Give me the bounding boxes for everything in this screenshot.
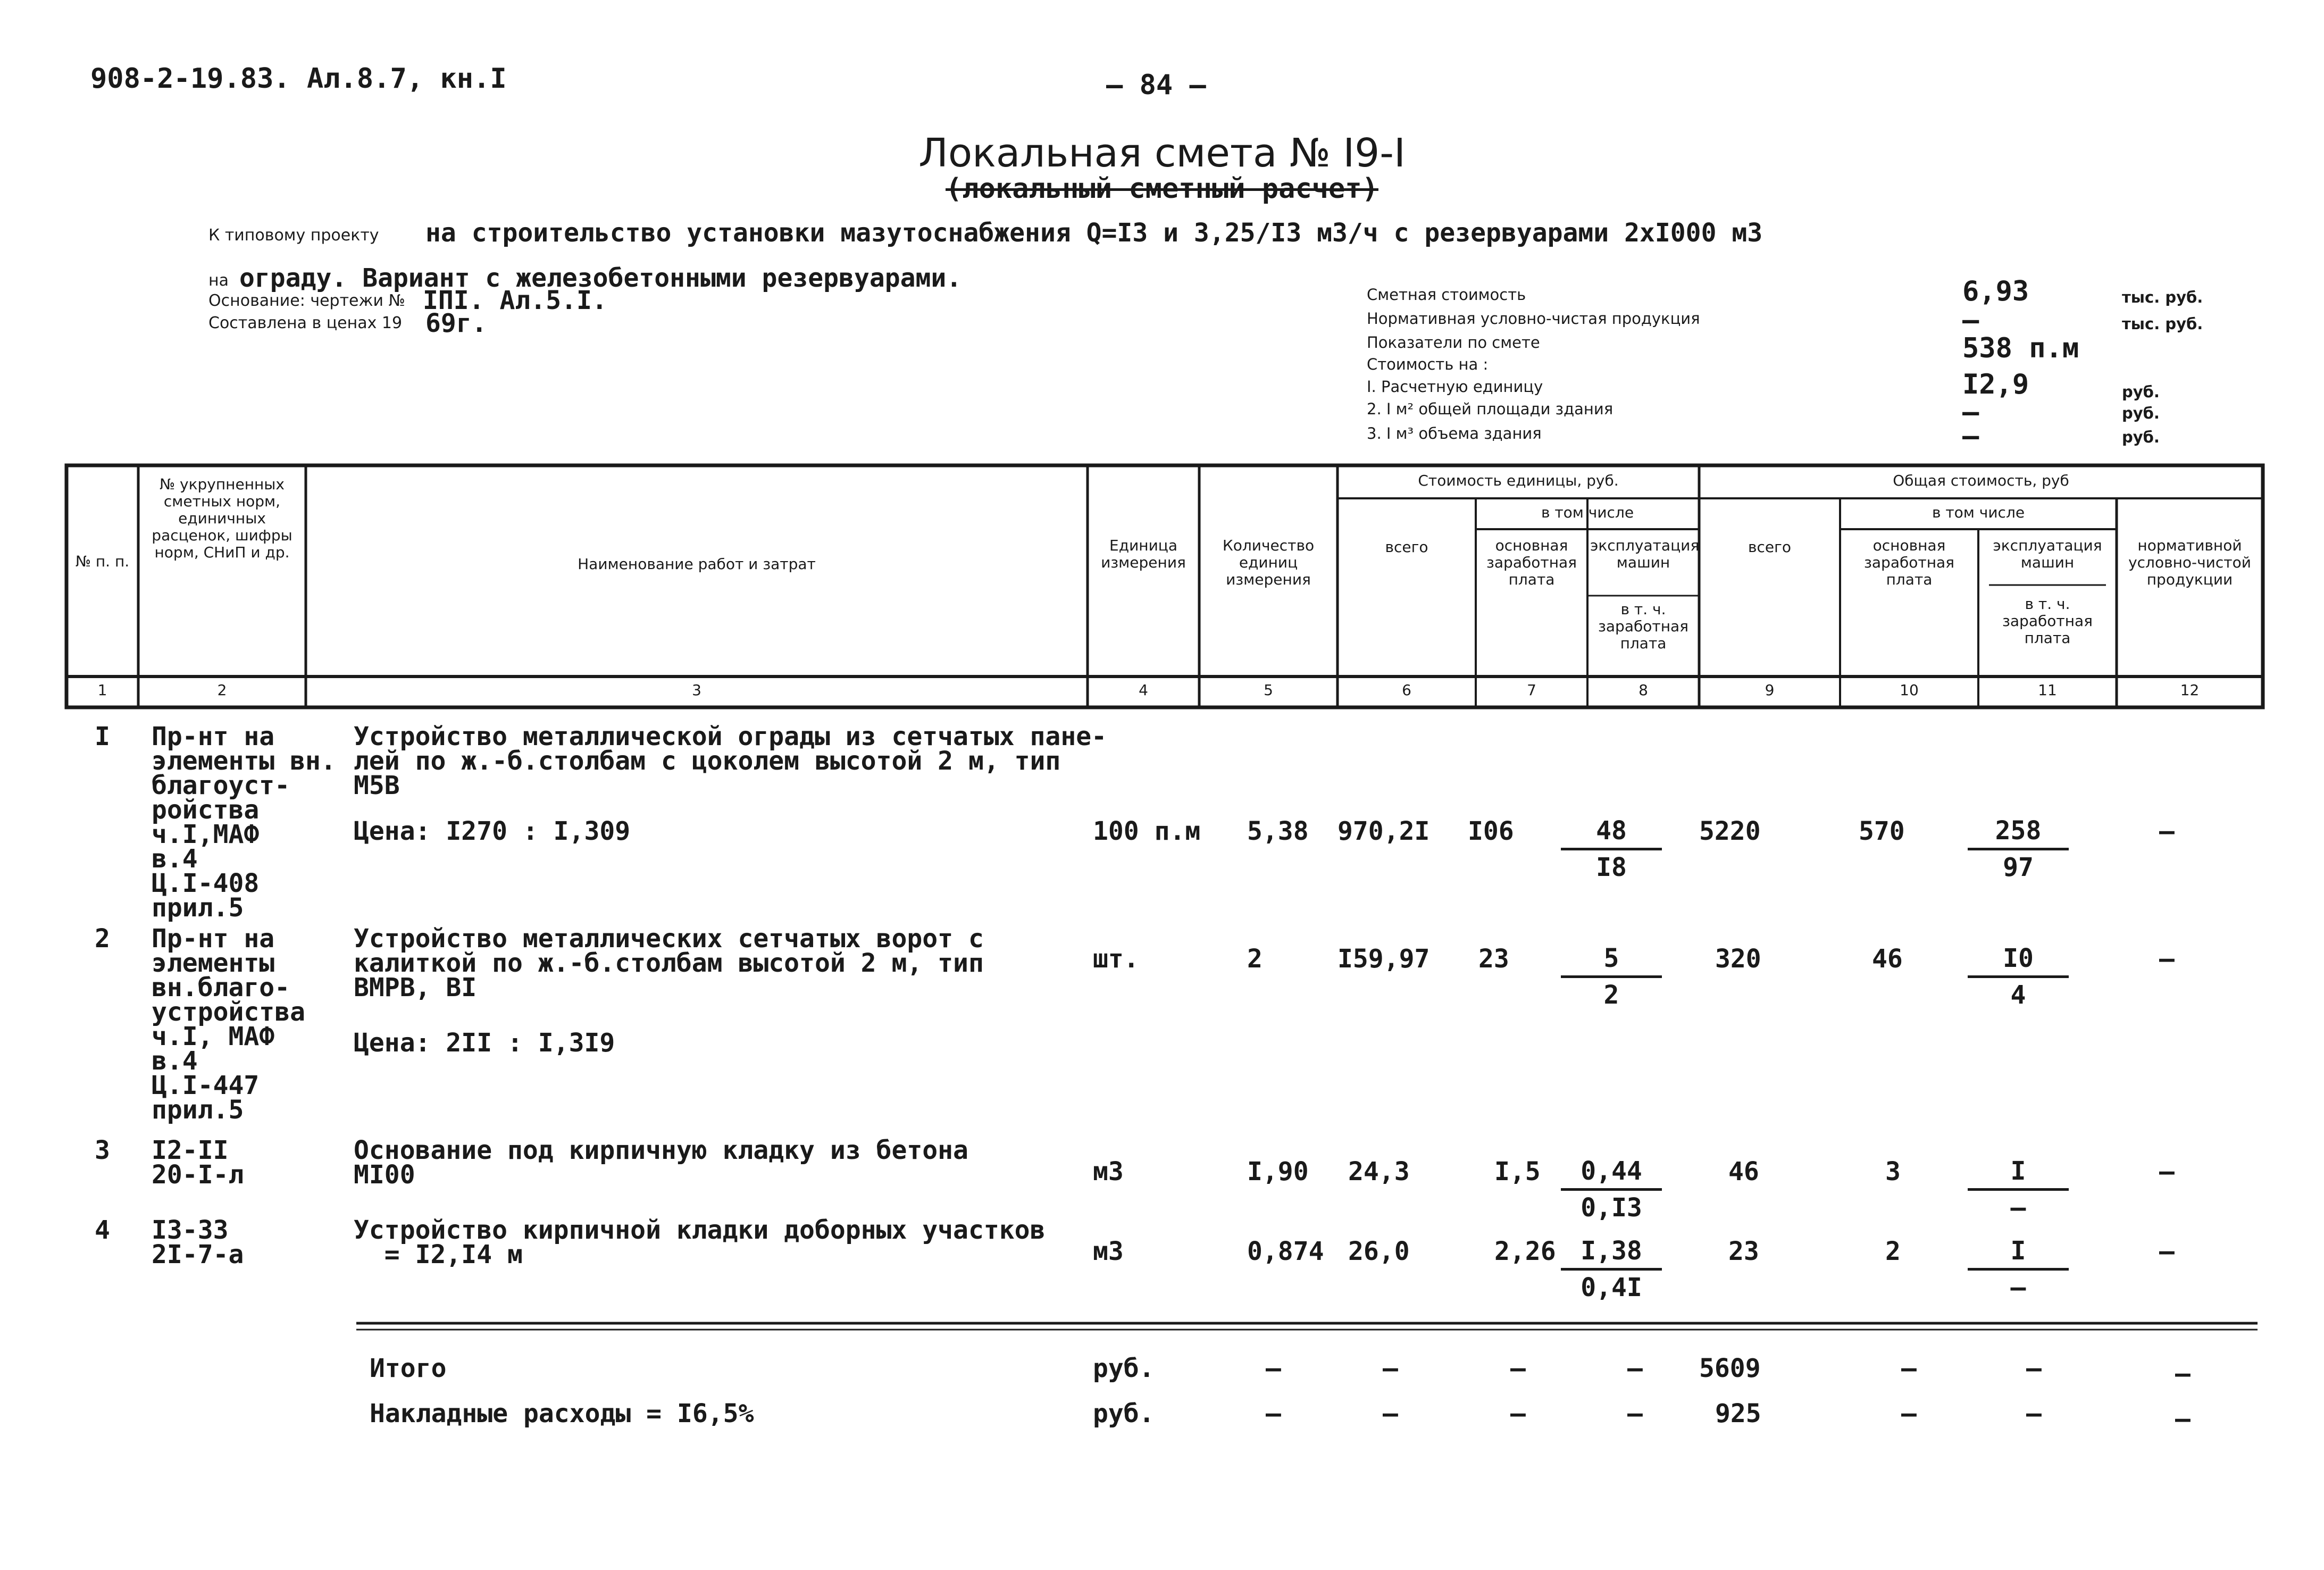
totals-qty: – bbox=[1266, 1354, 1281, 1383]
totals-normative: – bbox=[2175, 1359, 2191, 1389]
header-name: Наименование работ и затрат bbox=[578, 555, 816, 573]
row-name: Устройство металлической ограды из сетчатых пане- лей по ж.-б.столбам с цоколем высотой 2 м, тип М5В bbox=[354, 722, 1107, 800]
col-number: 4 bbox=[1139, 681, 1148, 699]
row-sum-wage: 570 bbox=[1859, 816, 1905, 846]
row-unit-machine bbox=[1561, 814, 1662, 884]
row-sum-machine bbox=[1968, 814, 2069, 884]
header-incl: в том числе bbox=[1541, 504, 1634, 521]
row-number: 2 bbox=[95, 924, 110, 954]
col-number: 7 bbox=[1527, 681, 1536, 699]
machine-value: I0 bbox=[1968, 941, 2069, 978]
totals-unit: руб. bbox=[1093, 1354, 1155, 1383]
row-sum-machine bbox=[1968, 941, 2069, 1012]
row-unit: 100 п.м bbox=[1093, 816, 1201, 846]
row-price: Цена: 2II : I,3I9 bbox=[354, 1028, 615, 1058]
summary-value: 6,93 bbox=[1962, 275, 2029, 307]
row-sum-wage: 46 bbox=[1872, 944, 1903, 974]
row-code: Пр-нт на элементы вн. благоуст- ройства ч.I,МАФ в.4 Ц.I-408 прил.5 bbox=[152, 722, 336, 923]
summary-value: – bbox=[1962, 304, 1979, 336]
row-qty: 2 bbox=[1247, 944, 1263, 974]
summary-unit: тыс. руб. bbox=[2122, 288, 2203, 306]
object-description: ограду. Вариант с железобетонными резервуарами. bbox=[239, 263, 962, 293]
prices-label: Составлена в ценах 19 bbox=[208, 314, 403, 332]
machine-wage-value: I8 bbox=[1596, 853, 1627, 882]
col-number: 12 bbox=[2180, 681, 2200, 699]
summary-unit: руб. bbox=[2122, 383, 2160, 401]
col-number: 8 bbox=[1638, 681, 1648, 699]
project-prefix: К типовому проекту bbox=[208, 226, 379, 245]
col-number: 2 bbox=[217, 681, 227, 699]
header-unit-machine: эксплуатация машин bbox=[1590, 537, 1700, 571]
machine-wage-value: 0,I3 bbox=[1581, 1193, 1642, 1223]
row-code: I3-33 2I-7-а bbox=[152, 1215, 244, 1270]
header-qty: Количество единиц измерения bbox=[1222, 537, 1315, 588]
page-title: Локальная смета № I9-I bbox=[918, 130, 1406, 176]
row-unit: м3 bbox=[1093, 1237, 1124, 1266]
machine-wage-value: 4 bbox=[2010, 980, 2026, 1010]
row-sum-total: 23 bbox=[1728, 1237, 1759, 1266]
row-unit-total: 24,3 bbox=[1348, 1157, 1410, 1187]
row-unit-wage: I06 bbox=[1468, 816, 1514, 846]
header-total-cost: Общая стоимость, руб bbox=[1893, 472, 2069, 489]
basis-value: IПI. Ал.5.I. bbox=[423, 286, 607, 315]
summary-label: Сметная стоимость bbox=[1367, 286, 1526, 304]
row-qty: 0,874 bbox=[1247, 1237, 1324, 1266]
col-number: 10 bbox=[1900, 681, 1919, 699]
row-code: I2-II 20-I-л bbox=[152, 1135, 244, 1190]
row-normative: – bbox=[2159, 1237, 2175, 1266]
row-normative: – bbox=[2159, 944, 2175, 974]
row-number: I bbox=[95, 722, 110, 751]
header-incl: в том числе bbox=[1932, 504, 2025, 521]
header-sum-wage: основная заработная плата bbox=[1864, 537, 1954, 588]
col-number: 9 bbox=[1765, 681, 1775, 699]
summary-unit: руб. bbox=[2122, 404, 2160, 422]
machine-wage-value: 2 bbox=[1603, 980, 1619, 1010]
totals-unit-machine: – bbox=[1627, 1354, 1643, 1383]
summary-value: 538 п.м bbox=[1962, 332, 2079, 364]
row-normative: – bbox=[2159, 1157, 2175, 1187]
col-number: 11 bbox=[2038, 681, 2057, 699]
row-qty: 5,38 bbox=[1247, 816, 1309, 846]
basis-label: Основание: чертежи № bbox=[208, 291, 405, 310]
row-unit-machine bbox=[1561, 1154, 1662, 1225]
totals-label: Итого bbox=[370, 1354, 447, 1383]
row-sum-machine bbox=[1968, 1234, 2069, 1305]
row-unit-machine bbox=[1561, 941, 1662, 1012]
row-normative: – bbox=[2159, 816, 2175, 846]
page-number: — 84 — bbox=[1106, 69, 1206, 101]
header-num: № п. п. bbox=[75, 553, 130, 570]
row-name: Основание под кирпичную кладку из бетона МI00 bbox=[354, 1135, 968, 1190]
summary-label: Показатели по смете bbox=[1367, 333, 1540, 352]
overhead-unit-machine: – bbox=[1627, 1399, 1643, 1429]
machine-value: I,38 bbox=[1561, 1234, 1662, 1271]
header-unit-cost: Стоимость единицы, руб. bbox=[1418, 472, 1619, 489]
totals-unit-wage: – bbox=[1510, 1354, 1526, 1383]
row-number: 3 bbox=[95, 1135, 110, 1165]
summary-label: 2. I м² общей площади здания bbox=[1367, 400, 1614, 418]
row-number: 4 bbox=[95, 1215, 110, 1245]
row-unit-wage: I,5 bbox=[1494, 1157, 1541, 1187]
row-sum-total: 320 bbox=[1715, 944, 1761, 974]
overhead-sum-total: 925 bbox=[1715, 1399, 1761, 1429]
summary-value: – bbox=[1962, 396, 1979, 428]
machine-value: I bbox=[1968, 1154, 2069, 1191]
row-sum-machine bbox=[1968, 1154, 2069, 1225]
summary-label: 3. I м³ объема здания bbox=[1367, 424, 1542, 442]
machine-wage-value: – bbox=[2010, 1273, 2026, 1302]
object-prefix: на bbox=[208, 271, 229, 290]
totals-sum-total: 5609 bbox=[1699, 1354, 1761, 1383]
summary-label: Стоимость на : bbox=[1367, 355, 1489, 373]
header-code: № укрупненных сметных норм, единичных расценок, шифры норм, СНиП и др. bbox=[152, 475, 292, 561]
row-unit: м3 bbox=[1093, 1157, 1124, 1187]
row-name: Устройство кирпичной кладки доборных участков = I2,I4 м bbox=[354, 1215, 1046, 1270]
row-price: Цена: I270 : I,309 bbox=[354, 816, 631, 846]
header-unit-wage: основная заработная плата bbox=[1486, 537, 1577, 588]
row-unit-wage: 23 bbox=[1478, 944, 1509, 974]
col-number: 3 bbox=[692, 681, 701, 699]
machine-wage-value: 0,4I bbox=[1581, 1273, 1642, 1302]
summary-label: I. Расчетную единицу bbox=[1367, 378, 1543, 396]
overhead-sum-machine: – bbox=[2026, 1399, 2042, 1429]
summary-unit: тыс. руб. bbox=[2122, 315, 2203, 333]
header-unit-total: всего bbox=[1385, 538, 1428, 556]
col-number: 1 bbox=[97, 681, 107, 699]
project-description: на строительство установки мазутоснабжения Q=I3 и 3,25/I3 м3/ч с резервуарами 2хI000 м3 bbox=[425, 218, 1763, 248]
machine-wage-value: – bbox=[2010, 1193, 2026, 1223]
summary-label: Нормативная условно-чистая продукция bbox=[1367, 310, 1700, 328]
header-sum-machine: эксплуатация машин bbox=[1993, 537, 2102, 571]
header-unit-machine-wage: в т. ч. заработная плата bbox=[1598, 600, 1688, 652]
machine-value: 48 bbox=[1561, 814, 1662, 850]
header-sum-total: всего bbox=[1748, 538, 1791, 556]
totals-sum-machine: – bbox=[2026, 1354, 2042, 1383]
overhead-unit: руб. bbox=[1093, 1399, 1155, 1429]
totals-unit-total: – bbox=[1383, 1354, 1398, 1383]
overhead-unit-total: – bbox=[1383, 1399, 1398, 1429]
overhead-qty: – bbox=[1266, 1399, 1281, 1429]
totals-sum-wage: – bbox=[1901, 1354, 1917, 1383]
col-number: 6 bbox=[1402, 681, 1411, 699]
overhead-label: Накладные расходы = I6,5% bbox=[370, 1399, 754, 1429]
row-sum-total: 5220 bbox=[1699, 816, 1761, 846]
prices-year: 69г. bbox=[425, 308, 487, 338]
row-unit-total: I59,97 bbox=[1337, 944, 1430, 974]
document-code: 908-2-19.83. Ал.8.7, кн.I bbox=[90, 63, 507, 95]
row-sum-total: 46 bbox=[1728, 1157, 1759, 1187]
row-unit-total: 26,0 bbox=[1348, 1237, 1410, 1266]
overhead-unit-wage: – bbox=[1510, 1399, 1526, 1429]
machine-wage-value: 97 bbox=[2003, 853, 2034, 882]
machine-value: 0,44 bbox=[1561, 1154, 1662, 1191]
overhead-normative: – bbox=[2175, 1404, 2191, 1434]
header-normative: нормативной условно-чистой продукции bbox=[2128, 537, 2251, 588]
col-number: 5 bbox=[1264, 681, 1273, 699]
summary-unit: руб. bbox=[2122, 428, 2160, 446]
row-qty: I,90 bbox=[1247, 1157, 1309, 1187]
row-unit-machine bbox=[1561, 1234, 1662, 1305]
header-sum-machine-wage: в т. ч. заработная плата bbox=[2002, 595, 2093, 647]
overhead-sum-wage: – bbox=[1901, 1399, 1917, 1429]
machine-value: 5 bbox=[1561, 941, 1662, 978]
row-name: Устройство металлических сетчатых ворот с калиткой по ж.-б.столбам высотой 2 м, тип ВМРВ, ВI bbox=[354, 924, 984, 1003]
machine-value: 258 bbox=[1968, 814, 2069, 850]
row-sum-wage: 2 bbox=[1885, 1237, 1901, 1266]
page-subtitle: (локальный сметный расчет) bbox=[946, 173, 1378, 205]
row-code: Пр-нт на элементы вн.благо- устройства ч.I, МАФ в.4 Ц.I-447 прил.5 bbox=[152, 924, 305, 1125]
machine-value: I bbox=[1968, 1234, 2069, 1271]
row-unit-wage: 2,26 bbox=[1494, 1237, 1556, 1266]
header-unit: Единица измерения bbox=[1101, 537, 1186, 571]
row-sum-wage: 3 bbox=[1885, 1157, 1901, 1187]
row-unit: шт. bbox=[1093, 944, 1139, 974]
summary-value: I2,9 bbox=[1962, 369, 2029, 400]
row-unit-total: 970,2I bbox=[1337, 816, 1430, 846]
summary-value: – bbox=[1962, 420, 1979, 452]
